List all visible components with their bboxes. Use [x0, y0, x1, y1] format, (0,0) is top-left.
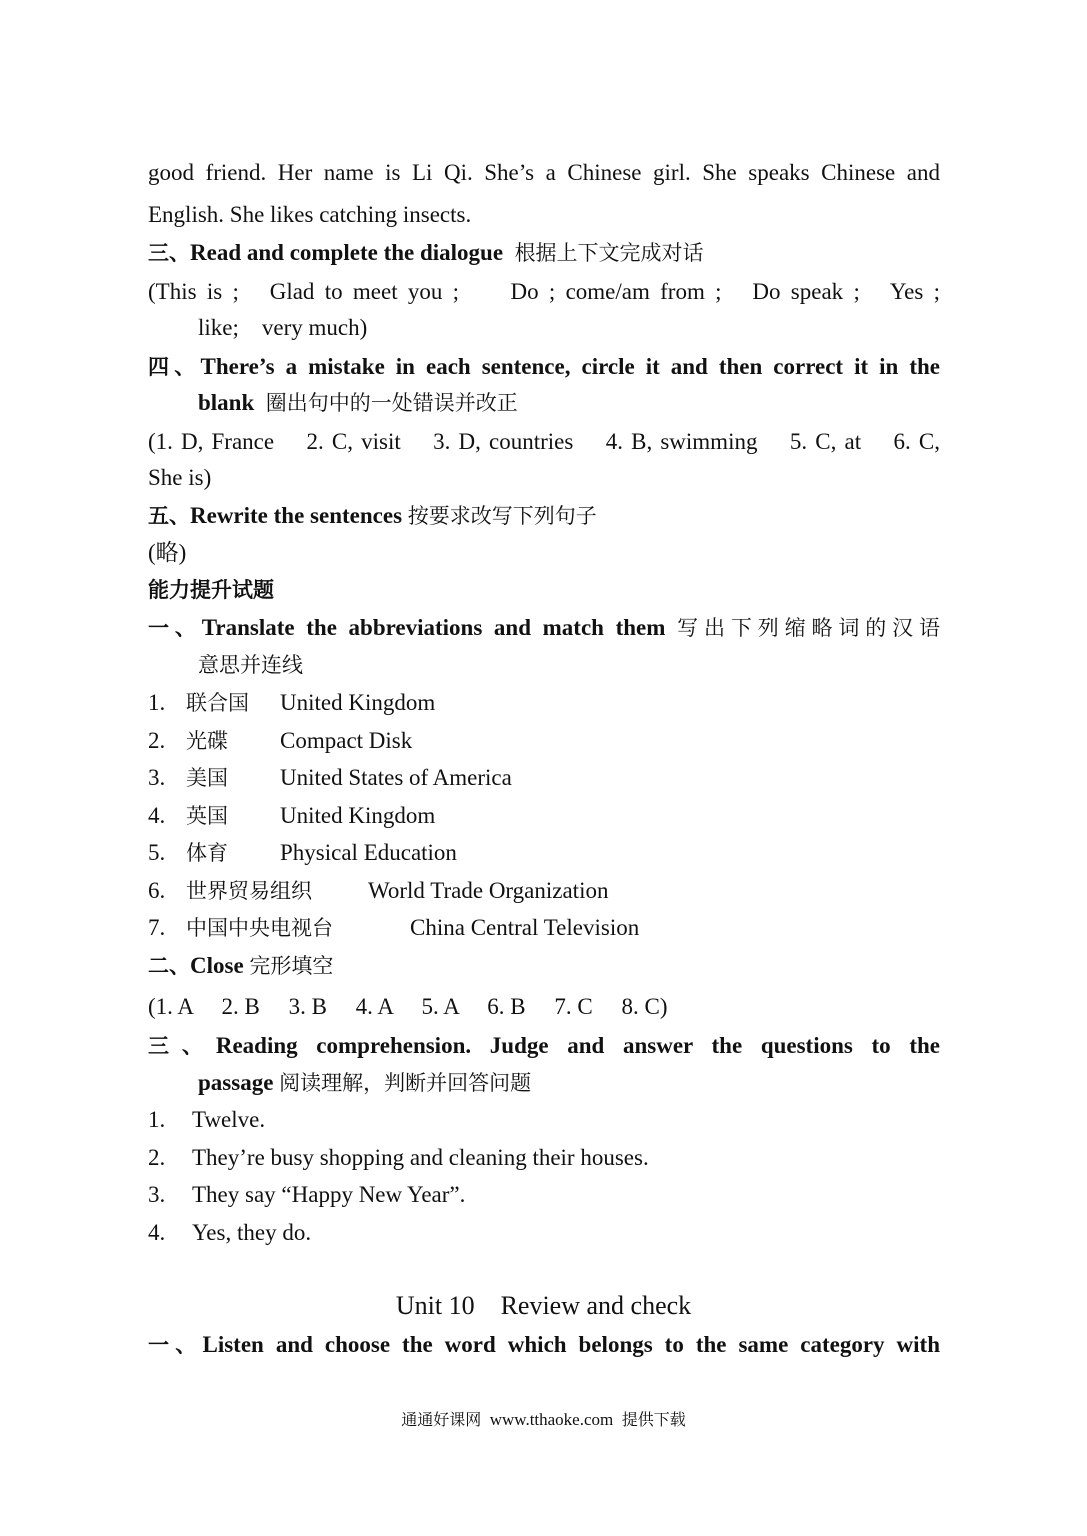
section-title-en: Listen and choose the word which belongs to the same category with	[202, 1332, 941, 1357]
section-heading	[148, 613, 940, 643]
section-title-en: Rewrite the sentences	[190, 503, 403, 528]
section-title-zh: 圈出句中的一处错误并改正	[265, 391, 518, 415]
list-item	[148, 876, 940, 906]
item-english: World Trade Organization	[368, 878, 609, 903]
item-number: 4.	[148, 803, 166, 828]
item-english: United Kingdom	[280, 803, 436, 828]
item-english: China Central Television	[410, 915, 640, 940]
item-english: Compact Disk	[280, 728, 413, 753]
answer-line: (This is ; Glad to meet you ; Do ; come/am from ; Do speak ; Yes ;	[148, 279, 940, 304]
section-title-zh: 完形填空	[249, 954, 334, 978]
section-title-zh: 按要求改写下列句子	[407, 504, 597, 528]
section-title-en: Translate the abbreviations and match them	[201, 615, 666, 640]
section-heading-cont	[198, 650, 940, 680]
section-title-en: Read and complete the dialogue	[190, 240, 504, 265]
section-number: 五、	[148, 504, 190, 528]
list-item	[148, 1105, 940, 1135]
section-number: 三、	[148, 241, 190, 265]
section-heading	[148, 352, 940, 382]
item-chinese: 英国	[186, 804, 228, 828]
item-chinese: 世界贸易组织	[186, 879, 312, 903]
item-number: 2.	[148, 1145, 166, 1170]
text-line: good friend. Her name is Li Qi. She’s a Chinese girl. She speaks Chinese and	[148, 160, 940, 185]
section-heading-cont	[198, 388, 940, 418]
item-number: 3.	[148, 765, 166, 790]
item-number: 3.	[148, 1182, 166, 1207]
list-item	[148, 688, 940, 718]
page-footer	[0, 1408, 1087, 1432]
section-heading	[148, 1031, 940, 1061]
section-title-en: Close	[190, 953, 244, 978]
list-item	[148, 838, 940, 868]
item-english: Physical Education	[280, 840, 457, 865]
answer-line: like; very much)	[198, 315, 368, 340]
item-chinese: 美国	[186, 766, 228, 790]
section-heading	[148, 951, 940, 981]
item-text: Twelve.	[192, 1107, 266, 1132]
item-chinese: 联合国	[186, 691, 249, 715]
list-item	[148, 763, 940, 793]
item-text: They say “Happy New Year”.	[192, 1182, 466, 1207]
list-item	[148, 801, 940, 831]
section-title-en: Reading comprehension. Judge and answer the questions to the	[215, 1033, 940, 1058]
answer-line: (略)	[148, 540, 187, 565]
section-title-zh: 阅读理解，判断并回答问题	[279, 1071, 532, 1095]
item-number: 1.	[148, 690, 166, 715]
item-chinese: 体育	[186, 841, 228, 865]
section-number: 二、	[148, 954, 190, 978]
section-heading-cont	[198, 1068, 940, 1098]
section-number: 一、	[148, 616, 202, 640]
item-number: 7.	[148, 915, 166, 940]
text-line: English. She likes catching insects.	[148, 202, 472, 227]
item-number: 5.	[148, 840, 166, 865]
section-heading	[148, 238, 940, 268]
item-english: United Kingdom	[280, 690, 436, 715]
item-english: United States of America	[280, 765, 512, 790]
section-number: 三、	[148, 1034, 216, 1058]
item-number: 1.	[148, 1107, 166, 1132]
item-text: Yes, they do.	[192, 1220, 312, 1245]
section-number: 四、	[148, 355, 201, 379]
item-number: 4.	[148, 1220, 166, 1245]
part-title	[148, 575, 940, 605]
item-number: 6.	[148, 878, 166, 903]
item-chinese: 中国中央电视台	[186, 916, 333, 940]
section-heading	[148, 501, 940, 531]
answer-line: (1. D, France 2. C, visit 3. D, countries 4. B, swimming 5. C, at 6. C,	[148, 429, 940, 454]
footer-url: www.tthaoke.com	[489, 1410, 614, 1429]
list-item	[148, 1143, 940, 1173]
unit-title: Unit 10 Review and check	[395, 1291, 692, 1320]
footer-tail: 提供下载	[621, 1410, 686, 1429]
section-title-zh: 根据上下文完成对话	[514, 241, 704, 265]
footer-site-name: 通通好课网	[401, 1410, 482, 1429]
section-title-en: blank	[198, 390, 255, 415]
item-chinese: 光碟	[186, 729, 228, 753]
list-item	[148, 1180, 940, 1210]
list-item	[148, 913, 940, 943]
list-item	[148, 1218, 940, 1248]
section-heading	[148, 1330, 940, 1360]
item-text: They’re busy shopping and cleaning their houses.	[192, 1145, 649, 1170]
section-number: 一、	[148, 1333, 203, 1357]
item-number: 2.	[148, 728, 166, 753]
part-title-text: 能力提升试题	[148, 578, 274, 602]
section-title-en: passage	[198, 1070, 274, 1095]
answer-line: (1. A 2. B 3. B 4. A 5. A 6. B 7. C 8. C)	[148, 994, 668, 1019]
list-item	[148, 726, 940, 756]
answer-line: She is)	[148, 465, 212, 490]
section-title-zh: 意思并连线	[198, 653, 303, 677]
section-title-zh: 写出下列缩略词的汉语	[677, 616, 941, 640]
section-title-en: There’s a mistake in each sentence, circle it and then correct it in the	[200, 354, 940, 379]
